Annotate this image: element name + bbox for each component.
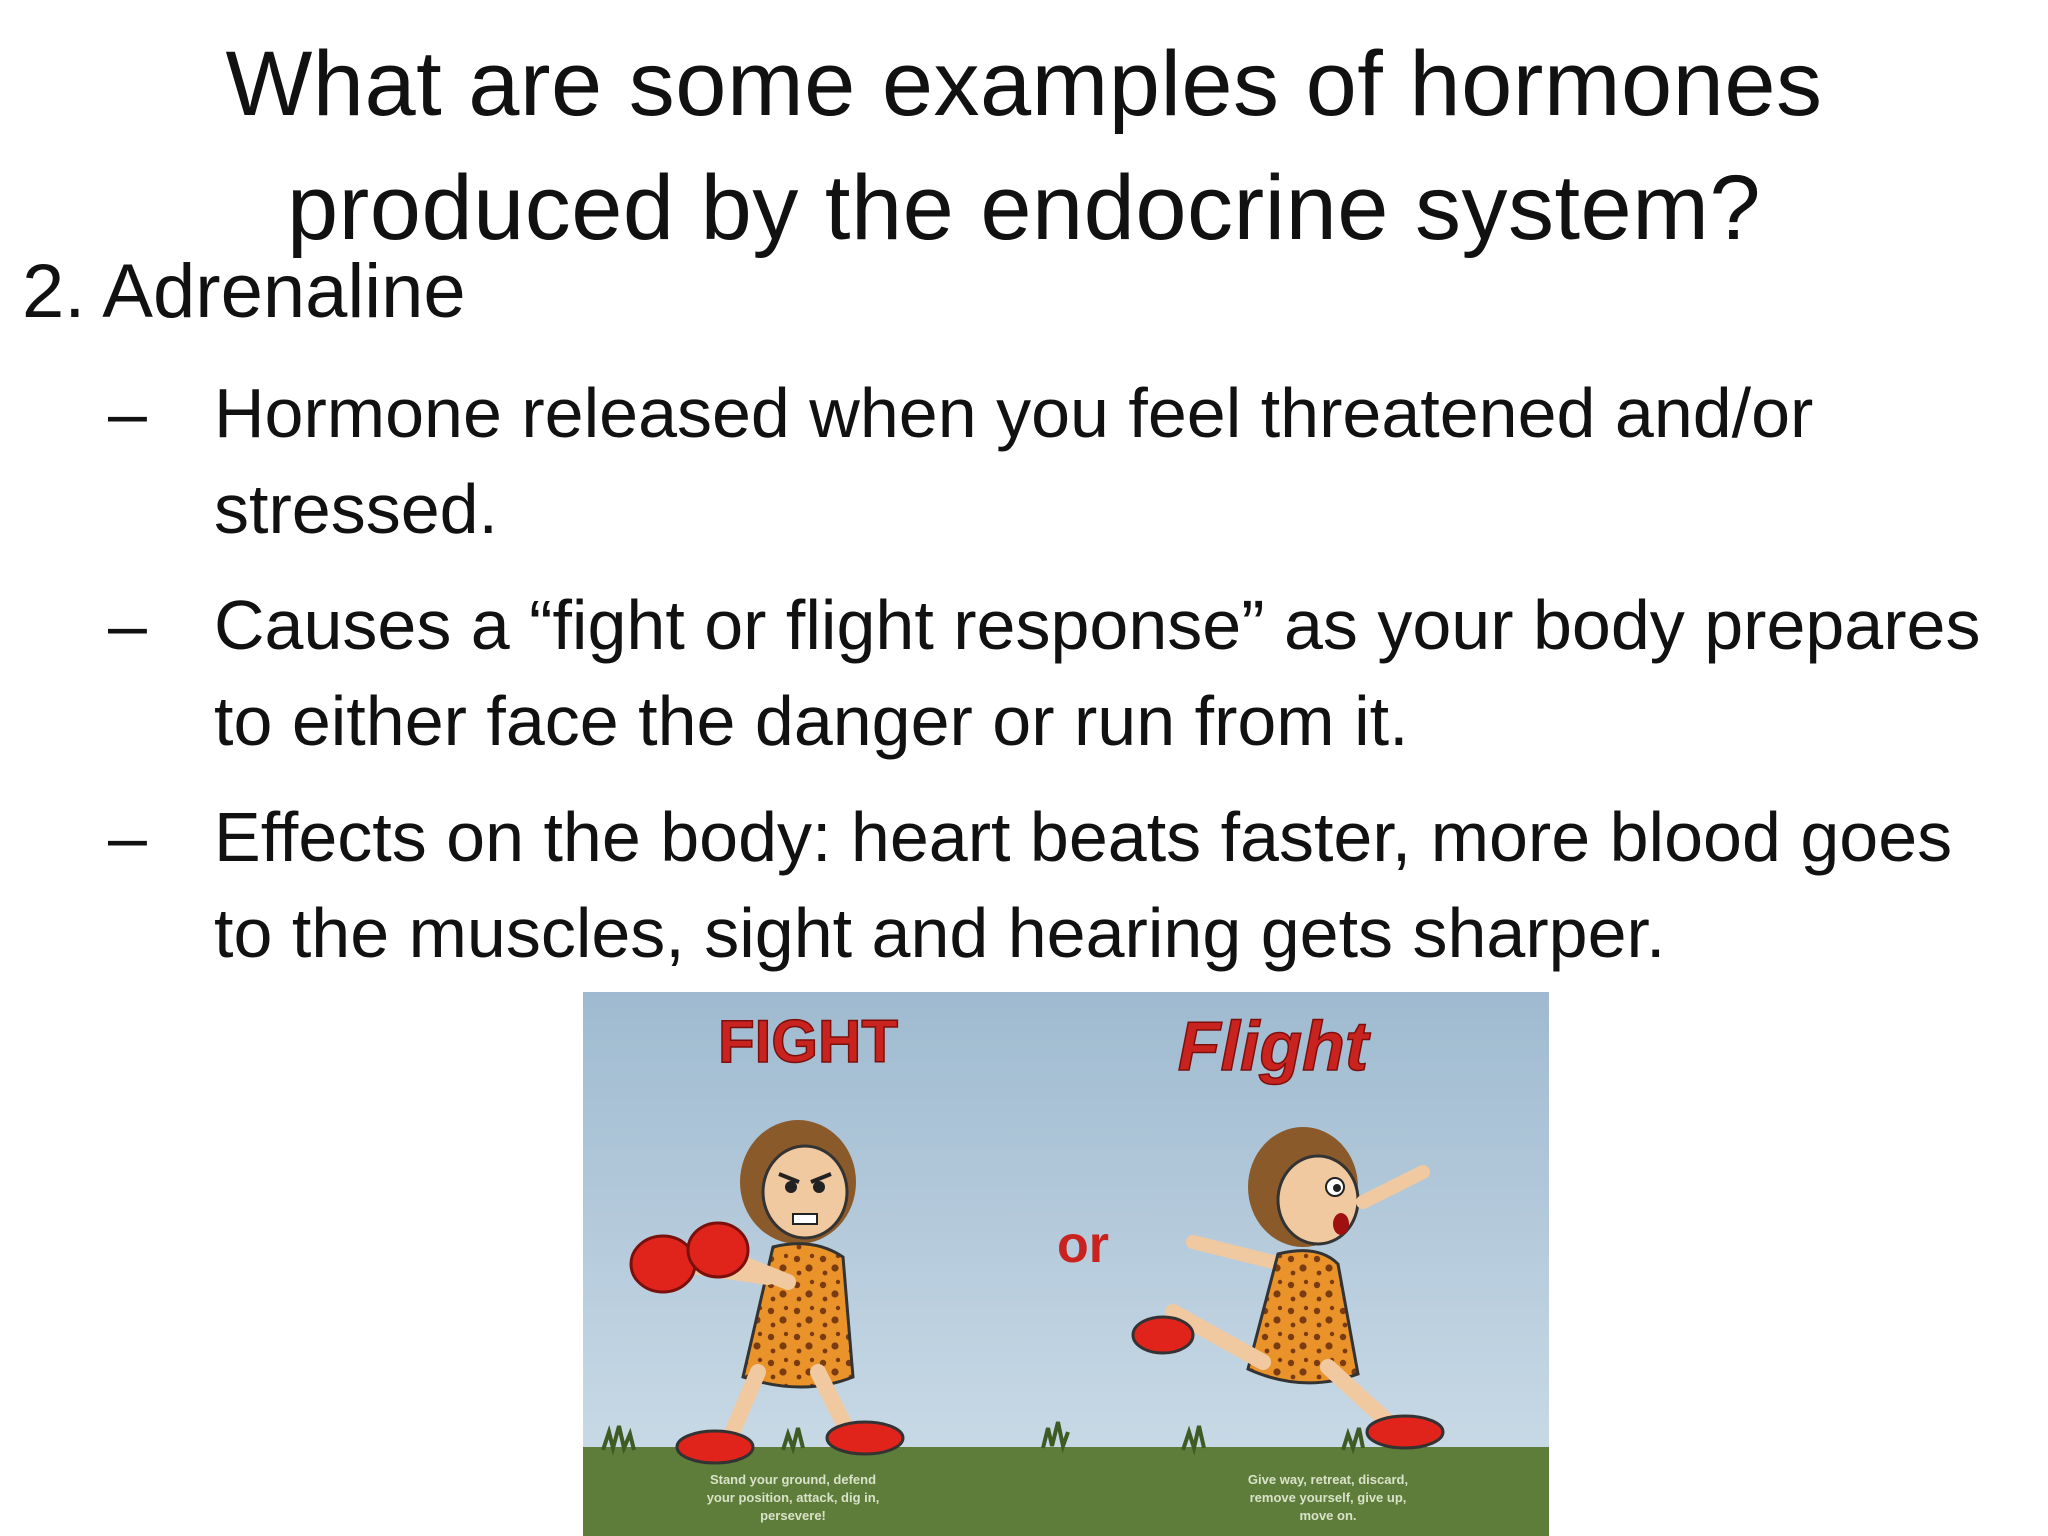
bullet-item bbox=[0, 577, 2048, 769]
sneaker-icon bbox=[677, 1431, 753, 1463]
bullet-text: Causes a “fight or flight response” as your body prepares to either face the danger or run from it. bbox=[214, 586, 1981, 760]
flight-caption-line: remove yourself, give up, bbox=[1249, 1490, 1407, 1505]
bullet-text: Effects on the body: heart beats faster, more blood goes to the muscles, sight and hearing gets sharper. bbox=[214, 798, 1953, 972]
boxing-glove-icon bbox=[631, 1236, 695, 1292]
fight-or-flight-illustration bbox=[583, 992, 1549, 1536]
slide-title-line-1: What are some examples of hormones bbox=[225, 33, 1823, 135]
fight-caption-line: Stand your ground, defend bbox=[709, 1472, 877, 1487]
section-heading: 2. Adrenaline bbox=[22, 249, 466, 334]
sneaker-icon bbox=[1367, 1416, 1443, 1448]
bullet-item bbox=[0, 789, 2048, 981]
boxing-glove-icon bbox=[688, 1223, 748, 1277]
illustration-canvas bbox=[583, 992, 1549, 1536]
flight-caption-line: Give way, retreat, discard, bbox=[1247, 1472, 1409, 1487]
flight-label: Flight bbox=[1177, 1007, 1369, 1085]
slide-title-line-2: produced by the endocrine system? bbox=[286, 157, 1762, 259]
dash-bullet-marker: – bbox=[108, 798, 147, 876]
bullet-item bbox=[0, 365, 2048, 557]
sneaker-icon bbox=[1133, 1317, 1193, 1353]
bullet-list bbox=[0, 365, 2048, 1001]
or-label: or bbox=[1057, 1216, 1109, 1274]
dash-bullet-marker: – bbox=[108, 374, 147, 452]
slide-title bbox=[0, 22, 2048, 270]
bullet-text: Hormone released when you feel threatened and/or stressed. bbox=[214, 374, 1814, 548]
fight-caption-line: your position, attack, dig in, bbox=[706, 1490, 880, 1505]
fight-caption-line: persevere! bbox=[760, 1508, 826, 1523]
flight-caption-line: move on. bbox=[1299, 1508, 1357, 1523]
dash-bullet-marker: – bbox=[108, 586, 147, 664]
fight-label: FIGHT bbox=[718, 1008, 898, 1075]
sneaker-icon bbox=[827, 1422, 903, 1454]
